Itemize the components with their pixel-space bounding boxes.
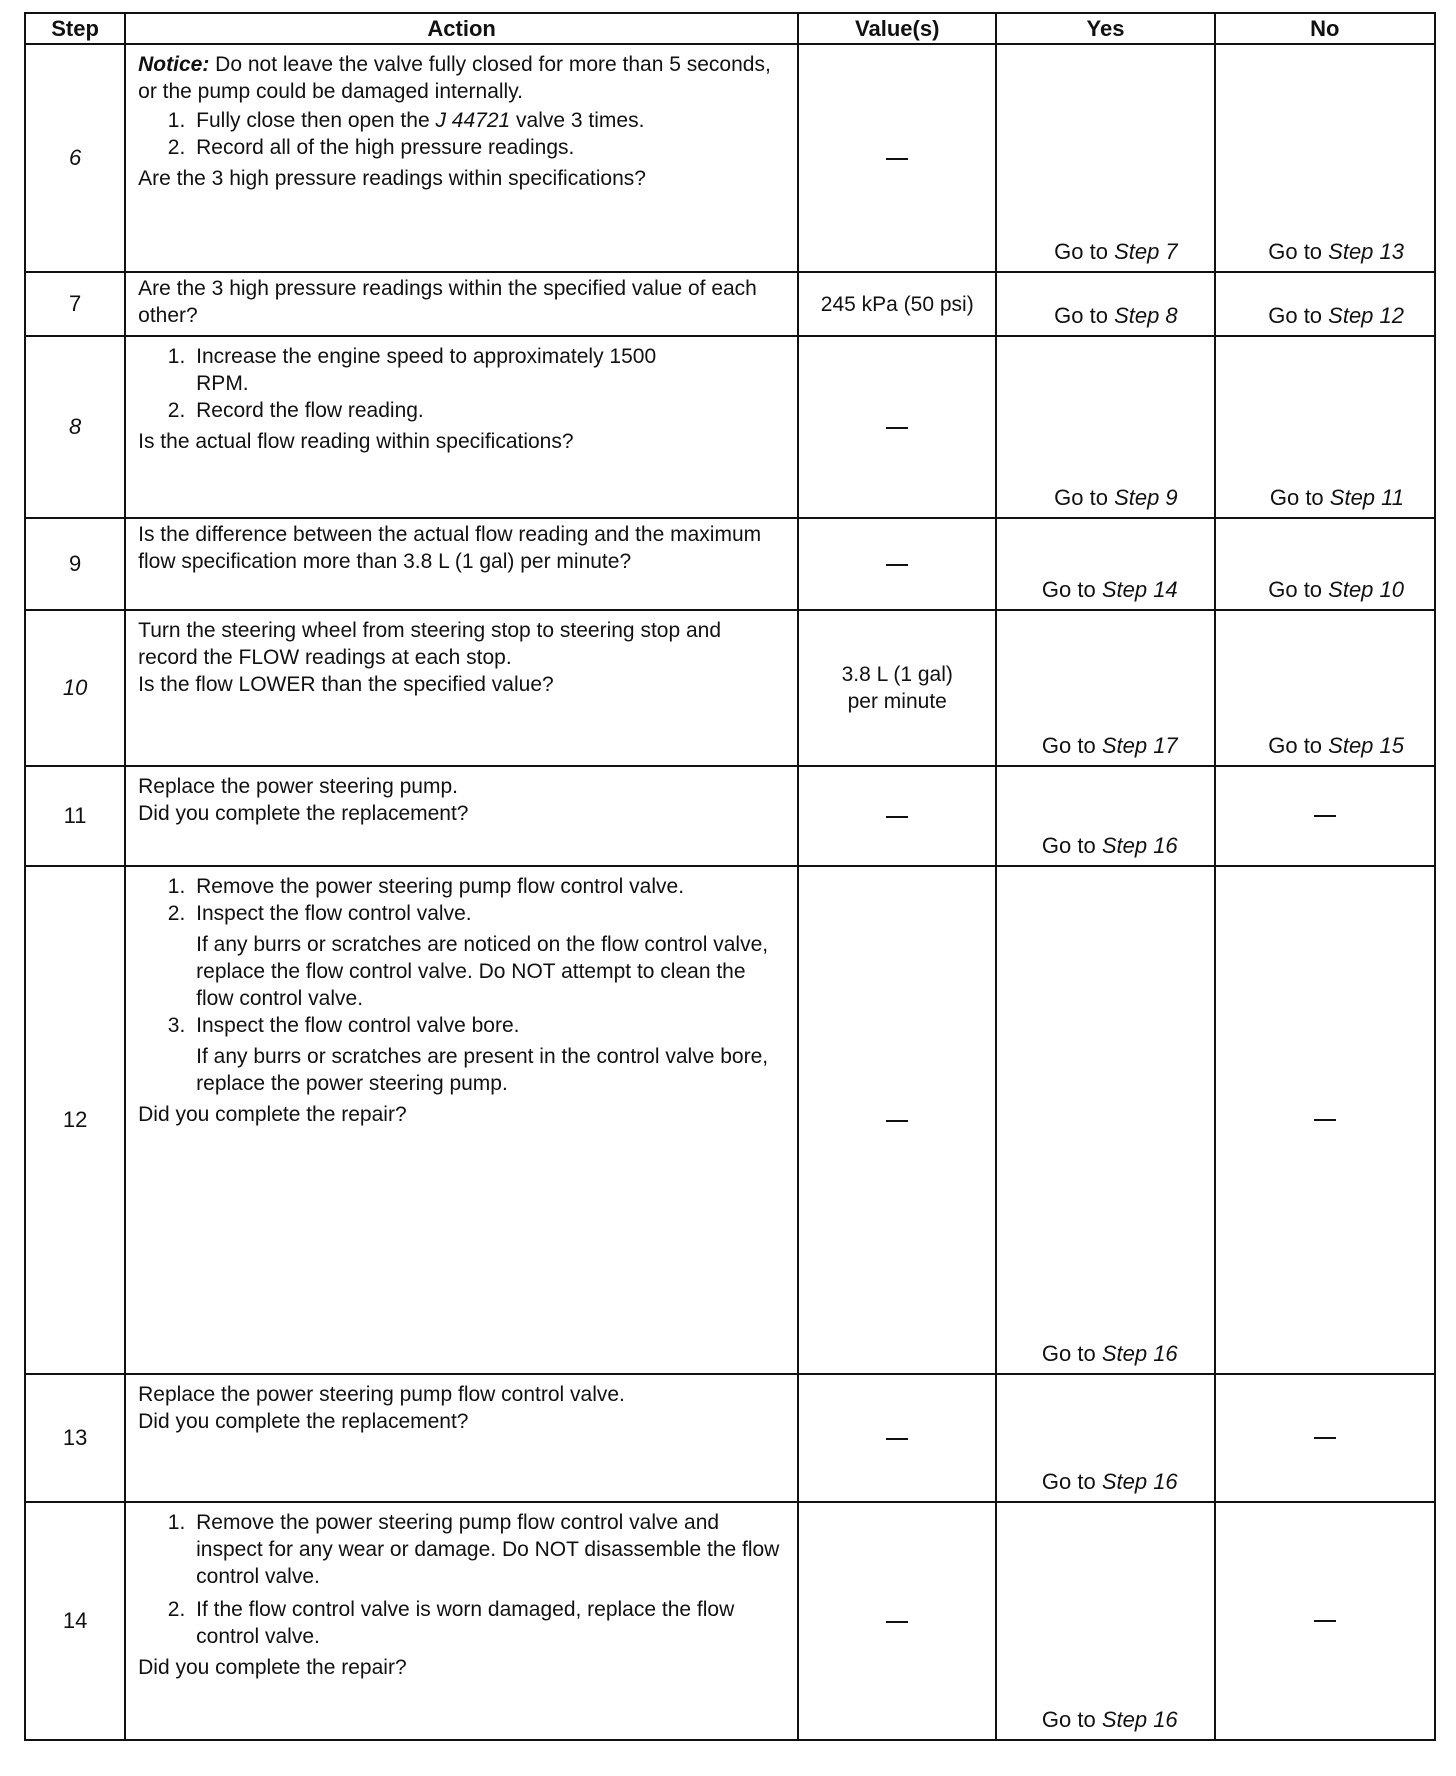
action-cell (125, 1502, 798, 1740)
dash (886, 564, 908, 566)
tool-number: J 44721 (435, 109, 511, 132)
dash (886, 816, 908, 818)
table-row-step-6 (25, 44, 1435, 272)
dash (886, 427, 908, 429)
no-value (1215, 866, 1435, 1374)
list-item: 1. Remove the power steering pump flow control valve and inspect for any wear or damage. Do NOT disassemble the flow control valve. (191, 1509, 785, 1590)
action-question: Did you complete the repair? (138, 1656, 407, 1679)
step-number: 6 (25, 44, 125, 272)
no-link[interactable]: Go to Step 12 (1215, 272, 1435, 336)
diagnostic-table (24, 12, 1436, 1741)
no-value (1215, 1374, 1435, 1502)
no-value (1215, 766, 1435, 866)
yes-link[interactable]: Go to Step 16 (996, 1374, 1214, 1502)
value-cell (798, 336, 996, 518)
yes-link[interactable]: Go to Step 7 (996, 44, 1214, 272)
yes-link[interactable]: Go to Step 16 (996, 866, 1214, 1374)
list-item: 1. Fully close then open the J 44721 valve 3 times. (191, 107, 785, 134)
notice-label: Notice: (138, 53, 210, 76)
list-item: 2. Record all of the high pressure readings. (191, 134, 785, 161)
step-number: 8 (25, 336, 125, 518)
action-text: Replace the power steering pump flow control valve. (138, 1383, 625, 1406)
dash (886, 1438, 908, 1440)
action-question: Is the difference between the actual flow reading and the maximum flow specification more than 3.8 L (1 gal) per minute? (138, 523, 762, 573)
action-cell (125, 1374, 798, 1502)
table-row-step-12 (25, 866, 1435, 1374)
no-link[interactable]: Go to Step 15 (1215, 610, 1435, 766)
step-number: 12 (25, 866, 125, 1374)
header-yes: Yes (996, 13, 1214, 44)
dash (1314, 815, 1336, 817)
action-cell (125, 866, 798, 1374)
action-cell (125, 766, 798, 866)
table-row-step-13 (25, 1374, 1435, 1502)
header-no: No (1215, 13, 1435, 44)
list-note: If any burrs or scratches are noticed on the flow control valve, replace the flow control valve. Do NOT attempt to clean the flow control valve. (196, 933, 769, 1010)
yes-link[interactable]: Go to Step 14 (996, 518, 1214, 610)
value-cell (798, 44, 996, 272)
value-cell (798, 866, 996, 1374)
step-number: 14 (25, 1502, 125, 1740)
list-item: 2. Record the flow reading. (191, 397, 785, 424)
value-cell (798, 766, 996, 866)
value-cell (798, 1502, 996, 1740)
table-row-step-10 (25, 610, 1435, 766)
value-cell: 3.8 L (1 gal) per minute (798, 610, 996, 766)
action-question: Are the 3 high pressure readings within the specified value of each other? (138, 277, 757, 327)
action-cell (125, 336, 798, 518)
yes-link[interactable]: Go to Step 8 (996, 272, 1214, 336)
action-cell (125, 518, 798, 610)
dash (1314, 1437, 1336, 1439)
yes-link[interactable]: Go to Step 9 (996, 336, 1214, 518)
action-question: Is the flow LOWER than the specified value? (138, 673, 554, 696)
no-value (1215, 1502, 1435, 1740)
action-cell (125, 610, 798, 766)
action-question: Did you complete the repair? (138, 1103, 407, 1126)
list-item: 3. Inspect the flow control valve bore. If any burrs or scratches are present in the control valve bore, replace the power steering pump. (191, 1012, 785, 1097)
header-step: Step (25, 13, 125, 44)
table-row-step-9 (25, 518, 1435, 610)
dash (1314, 1620, 1336, 1622)
value-cell (798, 518, 996, 610)
header-row (25, 13, 1435, 44)
action-question: Is the actual flow reading within specifications? (138, 430, 574, 453)
action-cell (125, 44, 798, 272)
step-number: 13 (25, 1374, 125, 1502)
action-text: Replace the power steering pump. (138, 775, 458, 798)
no-link[interactable]: Go to Step 13 (1215, 44, 1435, 272)
table-row-step-11 (25, 766, 1435, 866)
action-text: Turn the steering wheel from steering stop to steering stop and record the FLOW readings at each stop. (138, 619, 722, 669)
yes-link[interactable]: Go to Step 17 (996, 610, 1214, 766)
step-number: 11 (25, 766, 125, 866)
no-link[interactable]: Go to Step 10 (1215, 518, 1435, 610)
header-value: Value(s) (798, 13, 996, 44)
value-cell: 245 kPa (50 psi) (798, 272, 996, 336)
dash (886, 1621, 908, 1623)
action-question: Are the 3 high pressure readings within specifications? (138, 167, 646, 190)
list-item: 1. Remove the power steering pump flow control valve. (191, 873, 785, 900)
action-question: Did you complete the replacement? (138, 802, 469, 825)
dash (886, 1120, 908, 1122)
list-note: If any burrs or scratches are present in the control valve bore, replace the power steering pump. (196, 1045, 769, 1095)
value-cell (798, 1374, 996, 1502)
no-link[interactable]: Go to Step 11 (1215, 336, 1435, 518)
step-number: 9 (25, 518, 125, 610)
action-cell (125, 272, 798, 336)
action-question: Did you complete the replacement? (138, 1410, 469, 1433)
step-number: 7 (25, 272, 125, 336)
yes-link[interactable]: Go to Step 16 (996, 1502, 1214, 1740)
dash (886, 158, 908, 160)
list-item: 2. Inspect the flow control valve. If any burrs or scratches are noticed on the flow control valve, replace the flow control valve. Do NOT attempt to clean the flow control valve. (191, 900, 785, 1012)
table-row-step-8 (25, 336, 1435, 518)
step-number: 10 (25, 610, 125, 766)
header-action: Action (125, 13, 798, 44)
yes-link[interactable]: Go to Step 16 (996, 766, 1214, 866)
list-item: 2. If the flow control valve is worn damaged, replace the flow control valve. (191, 1596, 785, 1650)
table-row-step-14 (25, 1502, 1435, 1740)
notice-text: Do not leave the valve fully closed for more than 5 seconds, or the pump could be damaged internally. (138, 53, 771, 103)
list-item: 1. Increase the engine speed to approximately 1500 RPM. (191, 343, 785, 397)
table-row-step-7 (25, 272, 1435, 336)
dash (1314, 1119, 1336, 1121)
